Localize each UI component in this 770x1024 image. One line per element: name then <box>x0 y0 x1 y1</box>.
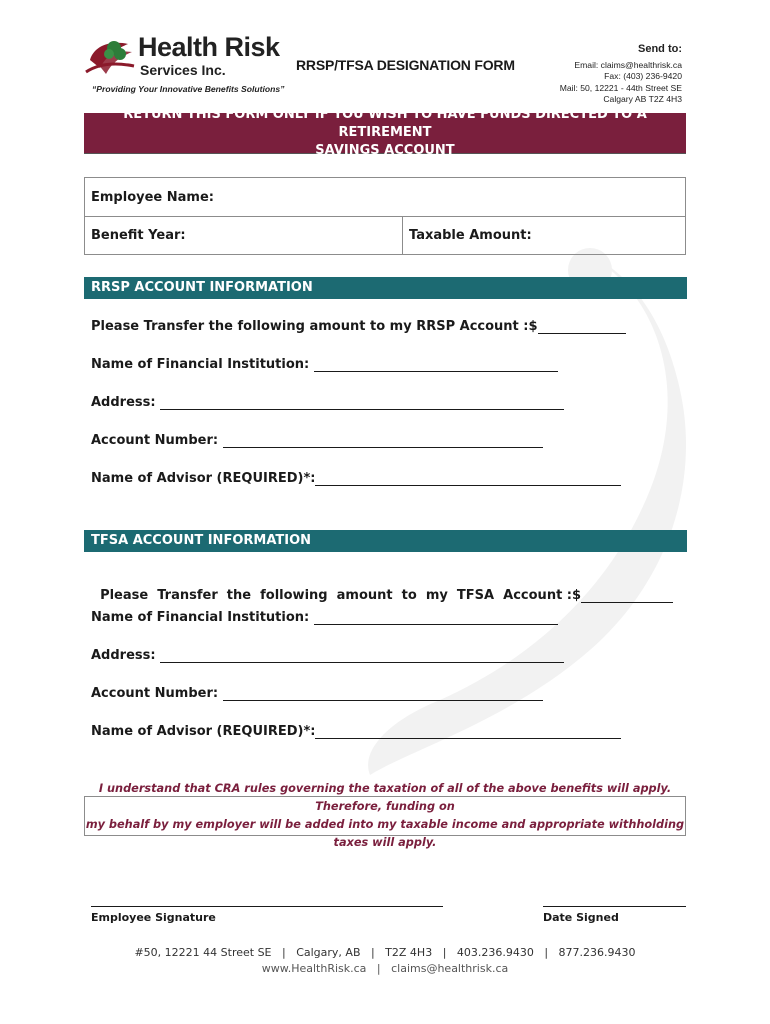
disclaimer-line-1: I understand that CRA rules governing the taxation of all of the above benefits will apply. Therefore, funding on <box>98 782 672 813</box>
employee-box-column-divider <box>402 216 403 254</box>
disclaimer-line-2: my behalf by my employer will be added into my taxable income and appropriate withholding taxes will apply. <box>85 818 685 849</box>
footer-web: www.HealthRisk.ca | claims@healthrisk.ca <box>261 962 509 975</box>
send-to-city: Calgary AB T2Z 4H3 <box>603 94 682 104</box>
send-to-mail: Mail: 50, 12221 - 44th Street SE <box>559 82 682 93</box>
footer-address: #50, 12221 44 Street SE | Calgary, AB | T2Z 4H3 | 403.236.9430 | 877.236.9430 <box>134 946 636 959</box>
employee-signature-label: Employee Signature <box>91 911 216 924</box>
tfsa-transfer-label: Please Transfer the following amount to my TFSA Account :$ <box>100 588 582 603</box>
tfsa-advisor-label: Name of Advisor (REQUIRED)*: <box>91 724 316 739</box>
company-logo <box>84 32 294 98</box>
banner-line-1: RETURN THIS FORM ONLY IF YOU WISH TO HAVE FUNDS DIRECTED TO A RETIREMENT <box>123 107 647 140</box>
send-to-fax: Fax: (403) 236-9420 <box>604 71 682 81</box>
tfsa-institution-label: Name of Financial Institution: <box>91 610 310 625</box>
tfsa-transfer-field[interactable] <box>91 573 673 603</box>
rrsp-account-label: Account Number: <box>91 433 219 448</box>
employee-name-field[interactable]: Employee Name: <box>91 190 214 205</box>
tfsa-account-label: Account Number: <box>91 686 219 701</box>
tfsa-institution-field[interactable] <box>91 610 558 625</box>
logo-leaf-icon <box>84 34 136 78</box>
employee-signature-line[interactable] <box>91 906 443 907</box>
rrsp-advisor-field[interactable] <box>91 471 621 486</box>
form-title: RRSP/TFSA DESIGNATION FORM <box>296 57 515 73</box>
taxable-amount-field[interactable]: Taxable Amount: <box>409 228 532 243</box>
employee-info-box <box>84 177 686 255</box>
rrsp-transfer-field[interactable] <box>91 319 626 334</box>
cra-disclaimer <box>84 782 686 849</box>
benefit-year-field[interactable]: Benefit Year: <box>91 228 186 243</box>
tfsa-address-label: Address: <box>91 648 156 663</box>
date-signed-line[interactable] <box>543 906 686 907</box>
rrsp-address-label: Address: <box>91 395 156 410</box>
tfsa-address-field[interactable] <box>91 648 564 663</box>
logo-name: Health Risk <box>138 32 280 62</box>
send-to-title: Send to: <box>638 43 682 55</box>
banner-line-2: SAVINGS ACCOUNT <box>315 143 455 158</box>
tfsa-section-header: TFSA ACCOUNT INFORMATION <box>84 530 687 552</box>
send-to-block <box>560 44 682 106</box>
rrsp-section-header: RRSP ACCOUNT INFORMATION <box>84 277 687 299</box>
logo-subname: Services Inc. <box>140 62 226 78</box>
tfsa-advisor-field[interactable] <box>91 724 621 739</box>
rrsp-institution-label: Name of Financial Institution: <box>91 357 310 372</box>
rrsp-institution-field[interactable] <box>91 357 558 372</box>
rrsp-transfer-label: Please Transfer the following amount to my RRSP Account :$ <box>91 319 538 334</box>
logo-tagline: “Providing Your Innovative Benefits Solutions” <box>92 84 285 94</box>
date-signed-label: Date Signed <box>543 911 619 924</box>
rrsp-address-field[interactable] <box>91 395 564 410</box>
employee-box-divider <box>85 216 685 217</box>
watermark-swoosh <box>330 230 710 790</box>
rrsp-account-number-field[interactable] <box>91 433 543 448</box>
instruction-banner <box>84 107 686 158</box>
tfsa-account-number-field[interactable] <box>91 686 543 701</box>
rrsp-advisor-label: Name of Advisor (REQUIRED)*: <box>91 471 316 486</box>
send-to-email: Email: claims@healthrisk.ca <box>574 59 682 70</box>
